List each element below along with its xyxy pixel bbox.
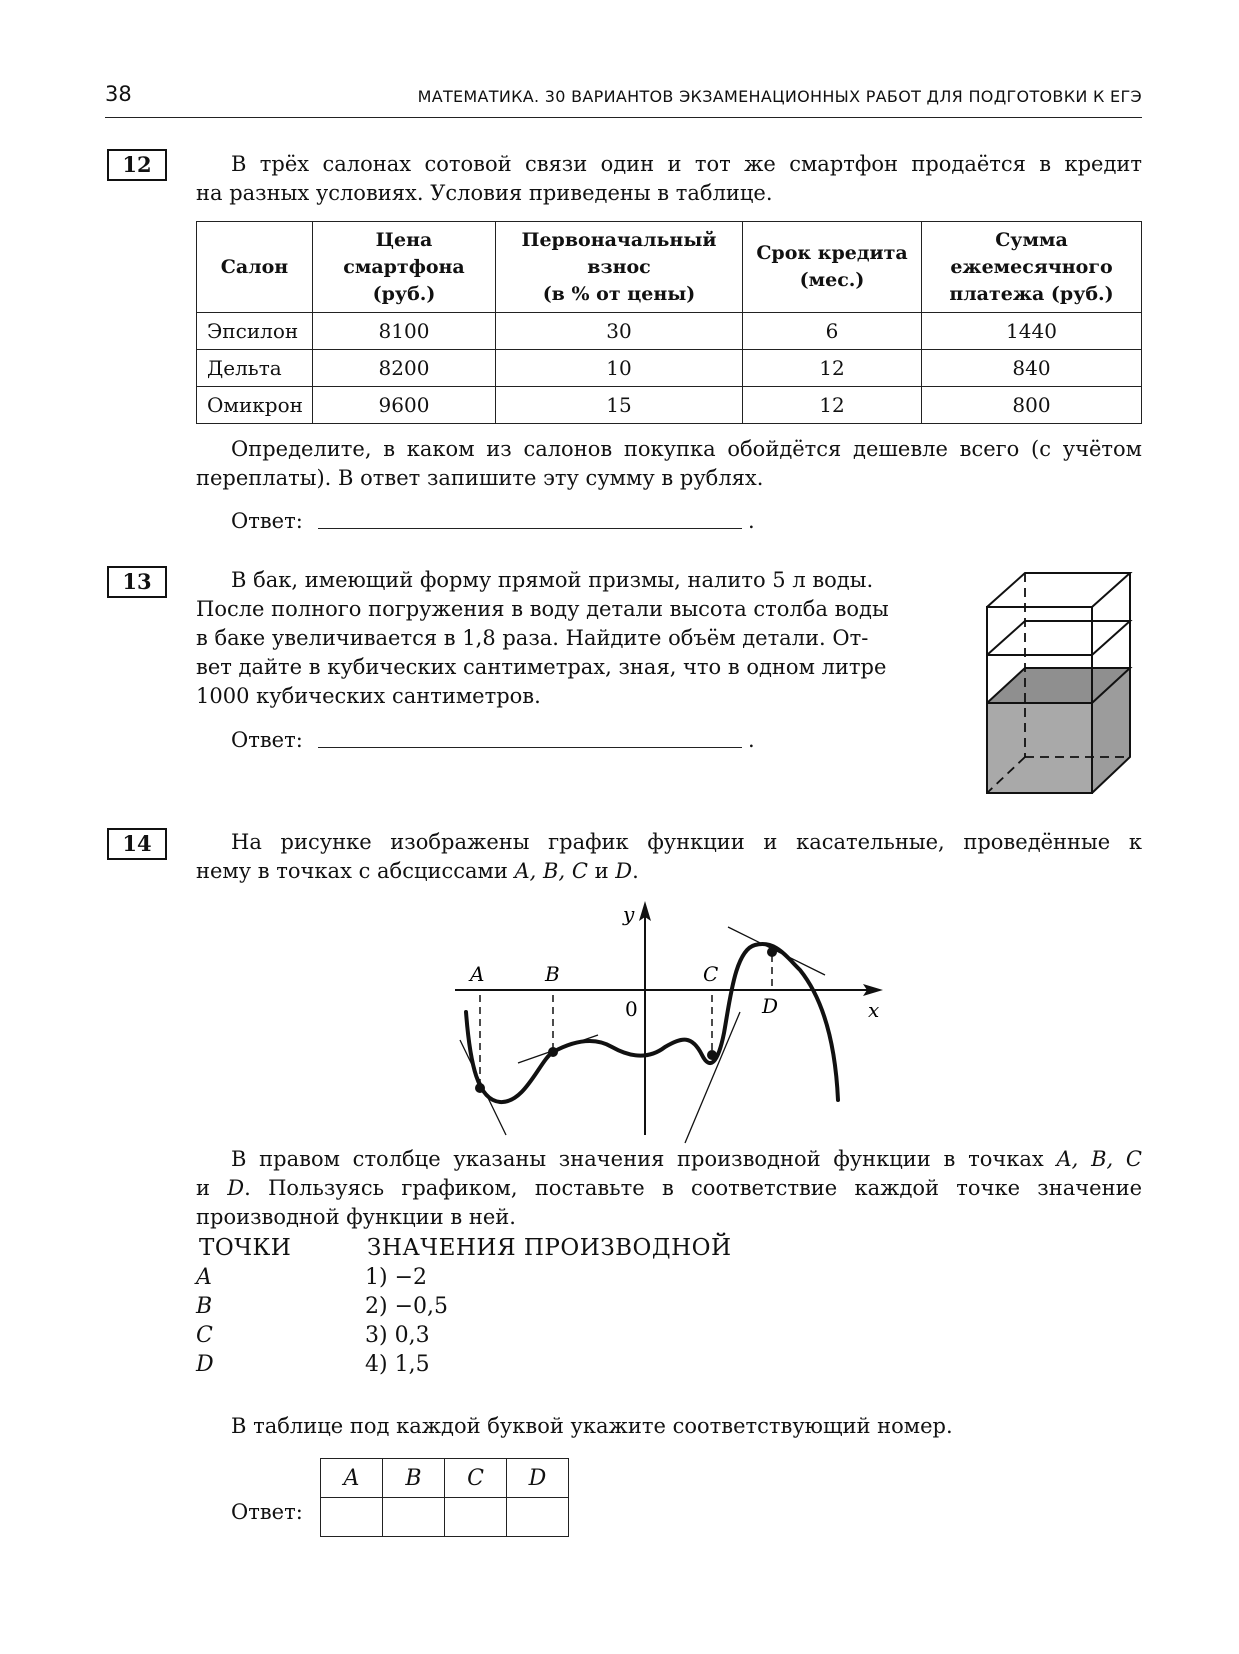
task-12-question-line-1: Определите, в каком из салонов покупка обойдётся дешевле всего (с учётом [231, 437, 1142, 461]
task-13-text [196, 566, 930, 711]
point-item-a: A [196, 1265, 212, 1290]
table-cell: 12 [743, 350, 922, 387]
table-row [197, 387, 1142, 424]
table-cell: Омикрон [197, 387, 313, 424]
task-13-line: 1000 кубических сантиметров. [196, 684, 541, 708]
answer-input-cell-d[interactable] [507, 1498, 569, 1537]
answer-input-row [321, 1498, 569, 1537]
task-12-line-2: на разных условиях. Условия приведены в таблице. [196, 181, 773, 205]
task-12-question-line-2: переплаты). В ответ запишите эту сумму в рублях. [196, 466, 764, 490]
col-header-monthly-payment: Сумма ежемесячного платежа (руб.) [922, 222, 1142, 313]
label-b: B [545, 962, 560, 986]
x-axis-label: x [868, 998, 880, 1022]
answer-header-cell: D [507, 1459, 569, 1498]
task-13-line: в баке увеличивается в 1,8 раза. Найдите объём детали. От- [196, 626, 869, 650]
task-12-question [196, 435, 1142, 493]
function-graph [440, 895, 900, 1145]
col-header-down-payment: Первоначальный взнос (в % от цены) [496, 222, 743, 313]
task-14-description: В правом столбце указаны значения производной функции в точках A, B, C и D. Пользуясь графиком, поставьте в соответствие каждой точке значение производной функции в ней. [196, 1147, 1142, 1229]
task-13-answer-dot: . [748, 728, 755, 752]
page-number: 38 [105, 82, 132, 106]
value-item-1: 1) −2 [365, 1265, 428, 1290]
projection-lines [480, 955, 772, 1088]
table-header-row [197, 222, 1142, 313]
prism-tank-figure [975, 565, 1150, 800]
origin-label: 0 [625, 997, 638, 1021]
answer-header-cell: C [445, 1459, 507, 1498]
task-12-text [196, 150, 1142, 208]
table-cell: 8100 [313, 313, 496, 350]
table-cell: 9600 [313, 387, 496, 424]
point-c [707, 1050, 717, 1060]
task-12-line-1: В трёх салонах сотовой связи один и тот же смартфон продаётся в кредит [231, 152, 1142, 176]
answer-input-cell-c[interactable] [445, 1498, 507, 1537]
table-cell: 6 [743, 313, 922, 350]
table-cell: Дельта [197, 350, 313, 387]
label-d: D [762, 994, 779, 1018]
table-cell: 12 [743, 387, 922, 424]
label-a: A [470, 962, 485, 986]
table-cell: 15 [496, 387, 743, 424]
table-cell: 10 [496, 350, 743, 387]
point-a [475, 1083, 485, 1093]
values-column-header: ЗНАЧЕНИЯ ПРОИЗВОДНОЙ [367, 1235, 732, 1261]
task-12-answer-field[interactable] [318, 528, 742, 529]
task-14-instruction: В таблице под каждой буквой укажите соответствующий номер. [231, 1414, 953, 1438]
table-cell: 800 [922, 387, 1142, 424]
table-cell: 1440 [922, 313, 1142, 350]
y-axis-label: y [623, 902, 635, 926]
answer-header-cell: B [383, 1459, 445, 1498]
task-13-line: В бак, имеющий форму прямой призмы, налито 5 л воды. [231, 568, 874, 592]
value-item-4: 4) 1,5 [365, 1352, 430, 1377]
task-13-number: 13 [107, 566, 167, 598]
task-14-answer-label: Ответ: [231, 1500, 303, 1524]
task-13-answer-label: Ответ: [231, 728, 303, 752]
task-12-number: 12 [107, 149, 167, 181]
answer-input-cell-a[interactable] [321, 1498, 383, 1537]
col-header-price: Цена смартфона (руб.) [313, 222, 496, 313]
table-cell: 840 [922, 350, 1142, 387]
salon-conditions-table [196, 221, 1142, 424]
table-row [197, 313, 1142, 350]
col-header-salon: Салон [197, 222, 313, 313]
task-14-answer-table [320, 1458, 569, 1537]
task-13-answer-field[interactable] [318, 747, 742, 748]
answer-header-row [321, 1459, 569, 1498]
tangent-lines [460, 927, 825, 1143]
task-14-text [196, 828, 1142, 886]
answer-input-cell-b[interactable] [383, 1498, 445, 1537]
task-14-line-2: нему в точках с абсциссами A, B, C и D. [196, 859, 639, 883]
header-divider [105, 117, 1142, 118]
answer-header-cell: A [321, 1459, 383, 1498]
points-column-header: ТОЧКИ [199, 1235, 292, 1261]
task-13-line: После полного погружения в воду детали высота столба воды [196, 597, 889, 621]
table-row [197, 350, 1142, 387]
label-c: C [703, 962, 719, 986]
point-item-d: D [196, 1352, 214, 1377]
point-b [548, 1047, 558, 1057]
table-cell: 30 [496, 313, 743, 350]
task-14-number: 14 [107, 828, 167, 860]
table-cell: Эпсилон [197, 313, 313, 350]
point-item-c: C [196, 1323, 213, 1348]
table-cell: 8200 [313, 350, 496, 387]
task-14-line-1: На рисунке изображены график функции и касательные, проведённые к [231, 830, 1142, 854]
value-item-3: 3) 0,3 [365, 1323, 430, 1348]
function-curve [466, 944, 838, 1102]
col-header-term: Срок кредита (мес.) [743, 222, 922, 313]
point-d [767, 947, 777, 957]
task-12-answer-dot: . [748, 509, 755, 533]
value-item-2: 2) −0,5 [365, 1294, 448, 1319]
task-12-answer-label: Ответ: [231, 509, 303, 533]
task-13-line: вет дайте в кубических сантиметрах, зная, что в одном литре [196, 655, 887, 679]
water-front-face [987, 703, 1092, 793]
point-item-b: B [196, 1294, 213, 1319]
running-title: МАТЕМАТИКА. 30 ВАРИАНТОВ ЭКЗАМЕНАЦИОННЫХ РАБОТ ДЛЯ ПОДГОТОВКИ К ЕГЭ [417, 87, 1142, 106]
